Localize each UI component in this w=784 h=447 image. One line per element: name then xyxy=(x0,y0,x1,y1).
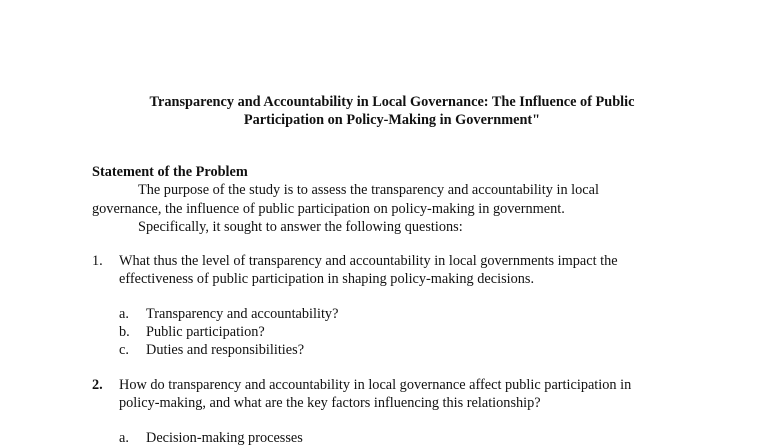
specifically-line: Specifically, it sought to answer the following questions: xyxy=(138,219,463,235)
document-title-line-2: Participation on Policy-Making in Government" xyxy=(243,112,541,128)
question-number: 2. xyxy=(92,377,103,393)
question-line-1: What thus the level of transparency and accountability in local governments impact the xyxy=(119,253,618,269)
list-item: Transparency and accountability? xyxy=(146,306,339,322)
question-line-2: effectiveness of public participation in shaping policy-making decisions. xyxy=(119,271,535,287)
section-heading: Statement of the Problem xyxy=(92,164,248,180)
question-line-2: policy-making, and what are the key factors influencing this relationship? xyxy=(119,395,541,411)
question-number: 1. xyxy=(92,253,103,269)
document-title-line-1: Transparency and Accountability in Local Governance: The Influence of Public xyxy=(149,94,635,110)
list-item-letter: b. xyxy=(119,324,130,340)
list-item: Public participation? xyxy=(146,324,265,340)
list-item: Decision-making processes xyxy=(146,430,303,446)
purpose-line-1: The purpose of the study is to assess the transparency and accountability in local xyxy=(138,182,599,198)
list-item: Duties and responsibilities? xyxy=(146,342,305,358)
list-item-letter: a. xyxy=(119,430,129,446)
list-item-letter: a. xyxy=(119,306,129,322)
list-item-letter: c. xyxy=(119,342,129,358)
question-line-1: How do transparency and accountability in local governance affect public participation in xyxy=(119,377,632,393)
purpose-line-2: governance, the influence of public participation on policy-making in government. xyxy=(92,201,565,217)
